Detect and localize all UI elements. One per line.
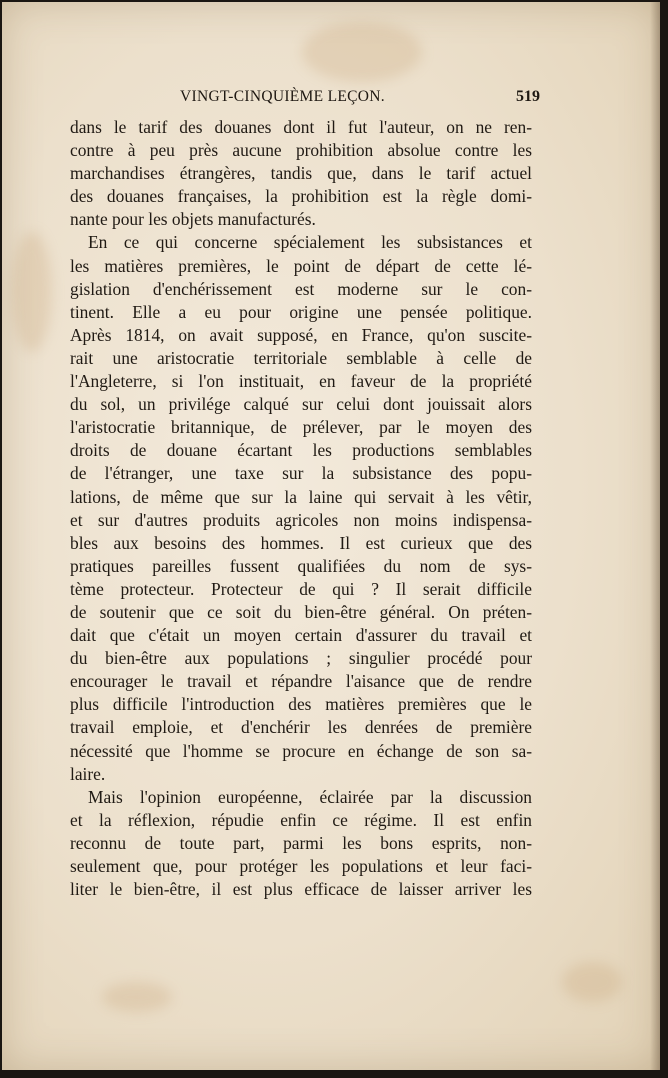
text-line: l'aristocratie britannique, de prélever, par le moyen des [70,417,532,438]
running-title: VINGT-CINQUIÈME LEÇON. [180,88,385,105]
text-line: travail emploie, et d'enchérir les denrées de première [70,717,532,738]
paper-stain [12,232,52,352]
text-line: rait une aristocratie territoriale semblable à celle de [70,347,532,368]
text-line: dans le tarif des douanes dont il fut l'auteur, on ne ren- [70,117,532,137]
paper-stain [302,22,422,82]
text-line: nécessité que l'homme se procure en échange de son sa- [70,740,532,761]
text-line: des douanes françaises, la prohibition est la règle domi- [70,186,532,207]
running-head [70,88,540,112]
text-line: dait que c'était un moyen certain d'assurer du travail et [70,625,532,646]
text-line: de soutenir que ce soit du bien-être général. On préten- [70,601,532,622]
body-text [70,116,532,901]
text-line: tinent. Elle a eu pour origine une pensée politique. [70,301,532,322]
text-line: liter le bien-être, il est plus efficace de laisser arriver les [70,879,532,900]
text-line: encourager le travail et répandre l'aisance que de rendre [70,671,532,692]
text-line: bles aux besoins des hommes. Il est curieux que des [70,532,532,553]
text-line: reconnu de toute part, parmi les bons esprits, non- [70,832,532,853]
text-line: et la réflexion, répudie enfin ce régime. Il est enfin [70,809,532,830]
text-line: seulement que, pour protéger les populations et leur faci- [70,856,532,876]
text-line: Mais l'opinion européenne, éclairée par la discussion [88,786,532,807]
paper-stain [102,982,172,1012]
text-line: du sol, un privilége calqué sur celui dont jouissait alors [70,394,532,415]
text-line: du bien-être aux populations ; singulier procédé pour [70,648,532,669]
text-line: droits de douane écartant les productions semblables [70,440,532,461]
paper-stain [562,962,622,1002]
text-line: les matières premières, le point de départ de cette lé- [70,255,532,276]
text-line: nante pour les objets manufacturés. [70,209,316,230]
text-line: lations, de même que sur la laine qui servait à les vêtir, [70,486,532,507]
text-line: plus difficile l'introduction des matières premières que le [70,694,532,715]
text-line: contre à peu près aucune prohibition absolue contre les [70,140,532,161]
text-line: tème protecteur. Protecteur de qui ? Il serait difficile [70,578,532,599]
text-line: Après 1814, on avait supposé, en France, qu'on suscite- [70,324,532,345]
text-line: pratiques pareilles fussent qualifiées du nom de sys- [70,555,532,576]
text-line: et sur d'autres produits agricoles non moins indispensa- [70,509,532,530]
text-line: l'Angleterre, si l'on instituait, en faveur de la propriété [70,371,532,392]
text-line: laire. [70,763,106,784]
page-edge-shadow [650,2,660,1070]
text-line: marchandises étrangères, tandis que, dans le tarif actuel [70,163,532,184]
text-line: gislation d'enchérissement est moderne sur le con- [70,278,532,299]
text-line: de l'étranger, une taxe sur la subsistance des popu- [70,463,532,484]
text-line: En ce qui concerne spécialement les subsistances et [88,232,532,253]
page-number: 519 [516,88,540,105]
